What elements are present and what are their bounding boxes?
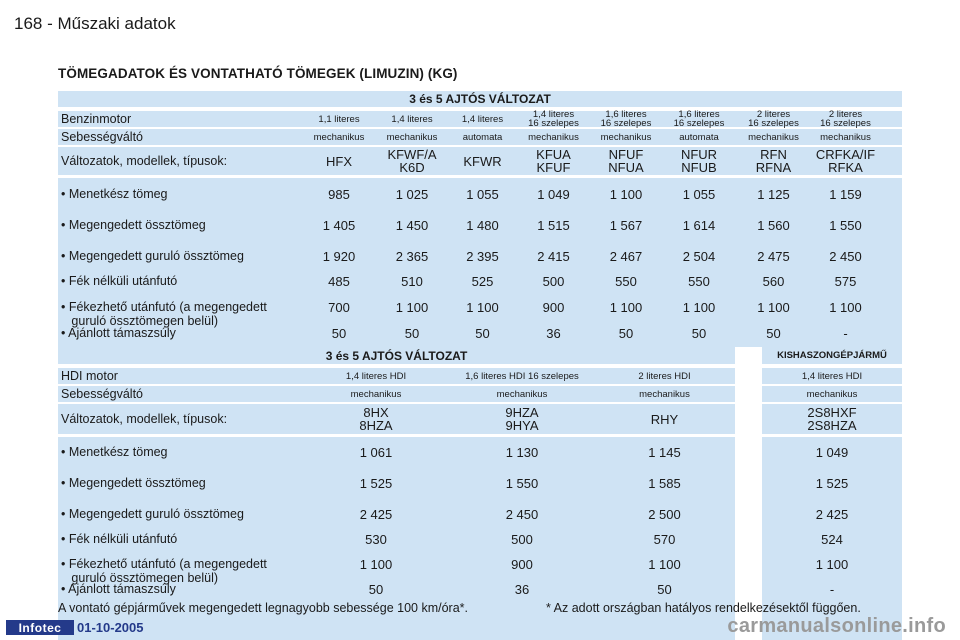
cell-text: KFUA	[536, 147, 571, 162]
cell-text: 16 szelepes	[528, 118, 579, 129]
data-value: 1 560	[757, 217, 790, 233]
data-value: 1 405	[322, 217, 356, 233]
cell-text: NFUF	[608, 147, 644, 162]
watermark: carmanualsonline.info	[727, 615, 946, 637]
spec-cell	[304, 404, 448, 434]
data-value: 50	[657, 581, 672, 597]
spec-cell	[739, 111, 808, 127]
data-value: 1 159	[829, 186, 862, 202]
spec-cell	[762, 404, 902, 434]
spec-cell	[304, 129, 374, 145]
spec-cell	[595, 368, 734, 384]
cell-text: 1,4 literes	[391, 113, 433, 125]
cell-text: 8HX	[363, 405, 389, 420]
data-value: 50	[368, 581, 384, 597]
spec-cell	[811, 111, 880, 127]
page-header: 168 - Műszaki adatok	[14, 14, 176, 33]
spec-row	[58, 147, 902, 175]
spec-cell	[592, 129, 660, 145]
data-value: 2 504	[682, 248, 716, 264]
cell-text: NFUB	[681, 160, 717, 175]
spec-cell	[664, 147, 734, 175]
data-value: 50	[691, 325, 707, 341]
data-value: 2 500	[648, 506, 681, 522]
spec-cell	[595, 386, 734, 402]
cell-text: mechanikus	[528, 131, 579, 143]
data-value: 1 614	[682, 217, 716, 233]
cell-text: 1,4 literes HDI	[801, 370, 863, 382]
data-row-label	[61, 582, 176, 596]
spec-cell	[592, 111, 660, 127]
data-value: 2 395	[466, 248, 499, 264]
data-value: 1 920	[322, 248, 356, 264]
spec-cell	[449, 111, 516, 127]
cell-text: mechanikus	[748, 131, 799, 143]
data-row-label	[61, 557, 267, 585]
data-value: 500	[511, 531, 533, 547]
cell-text: automata	[679, 131, 719, 143]
spec-cell	[739, 129, 808, 145]
cell-text: 2S8HXF	[807, 405, 857, 420]
cell-text: 2 literes	[828, 109, 863, 120]
spec-cell	[519, 147, 588, 175]
data-value: 1 100	[757, 299, 790, 315]
spec-cell	[304, 111, 374, 127]
cell-text: mechanikus	[600, 131, 652, 143]
data-value: 1 567	[609, 217, 643, 233]
label-line: • Megengedett össztömeg	[61, 218, 206, 232]
data-value: 1 450	[395, 217, 429, 233]
cell-text: 1,6 literes	[605, 109, 647, 120]
spec-cell	[762, 386, 902, 402]
data-value: -	[843, 325, 848, 341]
data-value: 2 467	[609, 248, 643, 264]
spec-cell	[452, 404, 592, 434]
table-banner-utility: KISHASZONGÉPJÁRMŰ	[762, 347, 902, 364]
data-value: 50	[618, 325, 634, 341]
spec-cell	[304, 147, 374, 175]
table-banner: 3 és 5 AJTÓS VÁLTOZAT	[58, 91, 902, 107]
data-value: 985	[328, 186, 350, 202]
cell-text: NFUA	[608, 160, 644, 175]
spec-cell	[378, 147, 446, 175]
row-label: HDI motor	[61, 369, 118, 383]
data-value: 525	[471, 273, 494, 289]
label-line: guruló össztömegen belül)	[61, 571, 219, 585]
cell-text: 1,4 literes HDI	[345, 370, 407, 382]
data-value: 1 100	[395, 299, 429, 315]
data-value: 550	[615, 273, 637, 289]
spec-cell	[592, 147, 660, 175]
data-value: 1 025	[395, 186, 429, 202]
cell-text: 9HYA	[505, 418, 539, 433]
data-value: 1 130	[505, 444, 539, 460]
cell-text: RFKA	[828, 160, 863, 175]
data-value: 1 525	[359, 475, 393, 491]
data-row-label	[61, 326, 176, 340]
label-line: guruló össztömegen belül)	[61, 314, 219, 328]
spec-cell	[452, 386, 592, 402]
row-label: Sebességváltó	[61, 387, 144, 401]
label-line: • Megengedett guruló össztömeg	[61, 507, 244, 521]
data-value: 50	[475, 325, 490, 341]
data-value: 1 145	[648, 444, 681, 460]
data-value: 570	[653, 531, 676, 547]
data-value: 1 055	[682, 186, 716, 202]
data-value: 530	[365, 531, 387, 547]
cell-text: 1,1 literes	[318, 113, 360, 125]
row-label: Sebességváltó	[61, 130, 144, 144]
data-value: 1 100	[609, 186, 643, 202]
data-value: 1 049	[815, 444, 849, 460]
cell-text: mechanikus	[639, 388, 690, 400]
data-value: -	[829, 581, 835, 597]
data-value: 1 100	[815, 556, 849, 572]
cell-text: RHY	[650, 411, 679, 427]
data-value: 1 550	[829, 217, 862, 233]
spec-cell	[449, 129, 516, 145]
data-value: 1 525	[815, 475, 849, 491]
data-row-label	[61, 218, 206, 232]
data-row-label	[61, 507, 244, 521]
section-title: TÖMEGADATOK ÉS VONTATHATÓ TÖMEGEK (LIMUZIN) (KG)	[58, 66, 458, 81]
data-value: 2 450	[829, 248, 862, 264]
cell-text: HFX	[326, 153, 352, 169]
data-value: 1 515	[537, 217, 570, 233]
table-banner: 3 és 5 AJTÓS VÁLTOZAT	[58, 347, 735, 364]
cell-text: 1,6 literes HDI 16 szelepes	[465, 370, 579, 382]
spec-row	[58, 404, 902, 434]
spec-row	[58, 386, 902, 402]
cell-text: KFWF/A	[387, 147, 437, 162]
spec-cell	[811, 147, 880, 175]
data-value: 1 100	[609, 299, 643, 315]
data-value: 36	[514, 581, 530, 597]
cell-text: 1,4 literes	[461, 113, 504, 125]
data-value: 700	[328, 299, 350, 315]
data-value: 1 100	[829, 299, 862, 315]
cell-text: NFUR	[680, 147, 718, 162]
data-row-label	[61, 476, 206, 490]
data-value: 510	[401, 273, 423, 289]
label-line: • Megengedett össztömeg	[61, 476, 206, 490]
data-value: 485	[328, 273, 350, 289]
cell-text: 1,6 literes	[678, 109, 720, 120]
data-value: 524	[821, 531, 843, 547]
cell-text: mechanikus	[806, 388, 858, 400]
cell-text: mechanikus	[386, 131, 438, 143]
spec-cell	[449, 147, 516, 175]
data-row-label	[61, 187, 168, 201]
data-value: 550	[688, 273, 710, 289]
cell-text: 16 szelepes	[748, 118, 799, 129]
brand-logo: Infotec	[6, 620, 74, 635]
column-gap	[735, 404, 762, 434]
data-row-label	[61, 445, 168, 459]
data-value: 1 125	[757, 186, 790, 202]
data-value: 2 365	[395, 248, 429, 264]
data-value: 1 585	[648, 475, 681, 491]
cell-text: 16 szelepes	[600, 118, 652, 129]
data-value: 575	[834, 273, 857, 289]
spec-cell	[595, 404, 734, 434]
row-label: Változatok, modellek, típusok:	[61, 154, 228, 168]
data-value: 560	[762, 273, 785, 289]
cell-text: automata	[462, 131, 503, 143]
cell-text: 1,4 literes	[532, 109, 575, 120]
spec-cell	[519, 111, 588, 127]
data-value: 50	[766, 325, 781, 341]
diesel-weights-table	[58, 347, 902, 640]
cell-text: 8HZA	[359, 418, 393, 433]
data-value: 1 100	[466, 299, 499, 315]
data-value: 1 061	[359, 444, 393, 460]
data-value: 1 480	[466, 217, 499, 233]
data-value: 2 425	[815, 506, 849, 522]
cell-text: KFUF	[536, 160, 571, 175]
cell-text: mechanikus	[313, 131, 365, 143]
cell-text: 16 szelepes	[820, 118, 871, 129]
spec-cell	[762, 368, 902, 384]
label-line: • Menetkész tömeg	[61, 187, 168, 201]
data-value: 1 100	[359, 556, 393, 572]
column-gap	[735, 368, 762, 384]
footer-country-note: * Az adott országban hatályos rendelkezésektől függően.	[546, 601, 861, 615]
cell-text: RFN	[760, 147, 787, 162]
spec-cell	[378, 111, 446, 127]
document-date: 01-10-2005	[77, 620, 144, 635]
row-label: Benzinmotor	[61, 112, 132, 126]
cell-text: mechanikus	[820, 131, 871, 143]
spec-row	[58, 129, 902, 145]
spec-cell	[519, 129, 588, 145]
label-line: • Fék nélküli utánfutó	[61, 532, 178, 546]
data-value: 2 450	[505, 506, 539, 522]
spec-cell	[304, 386, 448, 402]
cell-text: K6D	[399, 160, 425, 175]
spec-cell	[304, 368, 448, 384]
cell-text: 16 szelepes	[673, 118, 725, 129]
data-row-label	[61, 532, 177, 546]
data-value: 2 475	[757, 248, 790, 264]
row-label: Változatok, modellek, típusok:	[61, 412, 228, 426]
data-row-label	[61, 249, 244, 263]
data-row-label	[61, 300, 267, 328]
label-line: • Fékezhető utánfutó (a megengedett	[61, 300, 267, 314]
spec-row	[58, 368, 902, 384]
cell-text: 2 literes HDI	[638, 370, 691, 382]
data-value: 900	[511, 556, 533, 572]
spec-row	[58, 111, 902, 127]
label-line: • Ajánlott támaszsúly	[61, 582, 176, 596]
label-line: • Menetkész tömeg	[61, 445, 168, 459]
data-value: 900	[542, 299, 565, 315]
cell-text: CRFKA/IF	[815, 147, 876, 162]
label-line: • Fékezhető utánfutó (a megengedett	[61, 557, 267, 571]
data-value: 1 049	[537, 186, 570, 202]
spec-cell	[378, 129, 446, 145]
spec-cell	[452, 368, 592, 384]
data-value: 1 550	[505, 475, 539, 491]
column-gap	[735, 386, 762, 402]
label-line: • Fék nélküli utánfutó	[61, 274, 178, 288]
cell-text: mechanikus	[496, 388, 548, 400]
data-value: 2 415	[537, 248, 570, 264]
spec-cell	[664, 111, 734, 127]
footer-speed-note: A vontató gépjárművek megengedett legnagyobb sebessége 100 km/óra*.	[58, 601, 468, 615]
spec-cell	[811, 129, 880, 145]
label-line: • Megengedett guruló össztömeg	[61, 249, 244, 263]
data-value: 50	[331, 325, 347, 341]
data-value: 2 425	[359, 506, 393, 522]
cell-text: mechanikus	[350, 388, 402, 400]
data-value: 500	[542, 273, 565, 289]
cell-text: 2 literes	[756, 109, 791, 120]
data-row-label	[61, 274, 177, 288]
cell-text: KFWR	[463, 153, 502, 169]
data-value: 36	[546, 325, 561, 341]
spec-cell	[664, 129, 734, 145]
data-value: 50	[404, 325, 420, 341]
cell-text: RFNA	[755, 160, 792, 175]
data-value: 1 100	[648, 556, 681, 572]
cell-text: 9HZA	[505, 405, 539, 420]
cell-text: 2S8HZA	[807, 418, 857, 433]
label-line: • Ajánlott támaszsúly	[61, 326, 176, 340]
data-value: 1 100	[682, 299, 716, 315]
data-value: 1 055	[466, 186, 499, 202]
spec-cell	[739, 147, 808, 175]
